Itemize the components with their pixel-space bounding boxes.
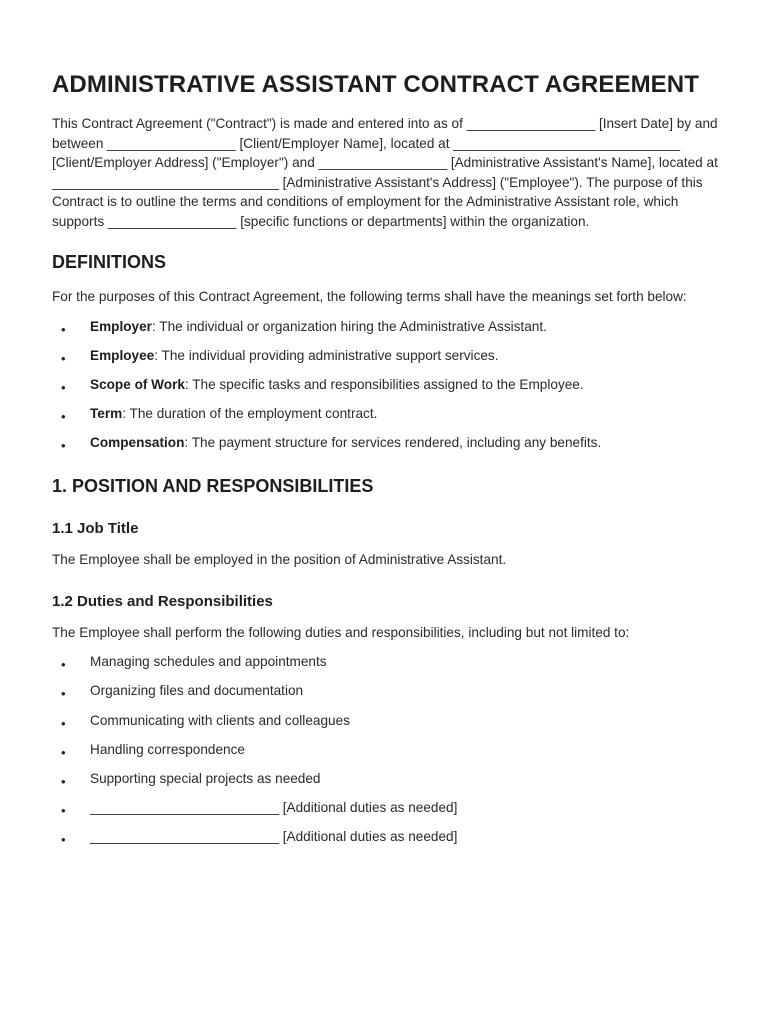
duty-text: Communicating with clients and colleagues bbox=[90, 712, 350, 728]
duty-text: Organizing files and documentation bbox=[90, 683, 304, 699]
duty-item bbox=[52, 652, 720, 671]
duties-intro: The Employee shall perform the following duties and responsibilities, including but not limited to: bbox=[52, 624, 630, 640]
duty-text: Supporting special projects as needed bbox=[90, 771, 321, 786]
definition-text: : The duration of the employment contract. bbox=[122, 406, 378, 422]
duty-text: _________________________ [Additional duties as needed] bbox=[90, 800, 458, 816]
duty-item bbox=[52, 740, 720, 759]
definitions-intro: For the purposes of this Contract Agreement, the following terms shall have the meanings set forth below: bbox=[52, 289, 687, 304]
bullet-icon: • bbox=[61, 744, 66, 760]
definition-text: : The individual providing administrative support services. bbox=[154, 347, 499, 363]
definitions-heading: DEFINITIONS bbox=[52, 252, 167, 272]
definition-item-scope-of-work bbox=[52, 375, 720, 394]
bullet-icon: • bbox=[61, 350, 66, 366]
duty-item bbox=[52, 769, 720, 788]
document-title: ADMINISTRATIVE ASSISTANT CONTRACT AGREEMENT bbox=[52, 71, 699, 98]
bullet-icon: • bbox=[61, 774, 66, 789]
bullet-icon: • bbox=[61, 686, 66, 702]
definition-item-employer bbox=[52, 317, 720, 336]
duties-list bbox=[52, 652, 720, 846]
definition-term: Term bbox=[90, 406, 123, 422]
definition-term: Scope of Work bbox=[90, 376, 185, 392]
definition-text: : The specific tasks and responsibilities assigned to the Employee. bbox=[184, 376, 584, 392]
bullet-icon: • bbox=[61, 803, 66, 819]
definition-term: Employer bbox=[90, 318, 152, 334]
duty-text: Managing schedules and appointments bbox=[90, 654, 327, 670]
definition-item-term bbox=[52, 404, 720, 423]
intro-paragraph: This Contract Agreement ("Contract") is made and entered into as of _________________ [Insert Date] by and between _________________ [Client/Employer Name], located at ______________________________ [Client/Employer Address] ("Employer") and _________________ [Administrative Assistant's Name], located at ______________________________ [Administrative Assistant's Address] ("Employee"). The purpose of this Contract is to outline the terms and conditions of employment for the Administrative Assistant role, which supports _________________ [specific functions or departments] within the organization. bbox=[52, 116, 718, 229]
bullet-icon: • bbox=[61, 832, 66, 848]
duty-item bbox=[52, 798, 720, 817]
duty-item bbox=[52, 827, 720, 846]
definitions-list bbox=[52, 317, 720, 453]
definition-term: Compensation bbox=[90, 435, 185, 451]
definition-term: Employee bbox=[90, 347, 155, 363]
bullet-icon: • bbox=[61, 715, 66, 731]
definition-text: : The individual or organization hiring the Administrative Assistant. bbox=[151, 318, 547, 334]
bullet-icon: • bbox=[61, 379, 66, 395]
bullet-icon: • bbox=[61, 321, 66, 337]
duty-item bbox=[52, 711, 720, 730]
job-title-text: The Employee shall be employed in the position of Administrative Assistant. bbox=[52, 552, 507, 568]
section-1-heading: 1. POSITION AND RESPONSIBILITIES bbox=[52, 476, 374, 497]
duty-text: _________________________ [Additional duties as needed] bbox=[90, 829, 458, 845]
definition-text: : The payment structure for services rendered, including any benefits. bbox=[184, 435, 602, 451]
bullet-icon: • bbox=[61, 409, 66, 425]
duties-heading: 1.2 Duties and Responsibilities bbox=[52, 592, 273, 610]
definition-item-employee bbox=[52, 346, 720, 365]
job-title-heading: 1.1 Job Title bbox=[52, 520, 139, 538]
duty-text: Handling correspondence bbox=[90, 741, 245, 757]
duty-item bbox=[52, 681, 720, 700]
definition-item-compensation bbox=[52, 433, 720, 452]
bullet-icon: • bbox=[61, 438, 66, 454]
bullet-icon: • bbox=[61, 657, 66, 673]
